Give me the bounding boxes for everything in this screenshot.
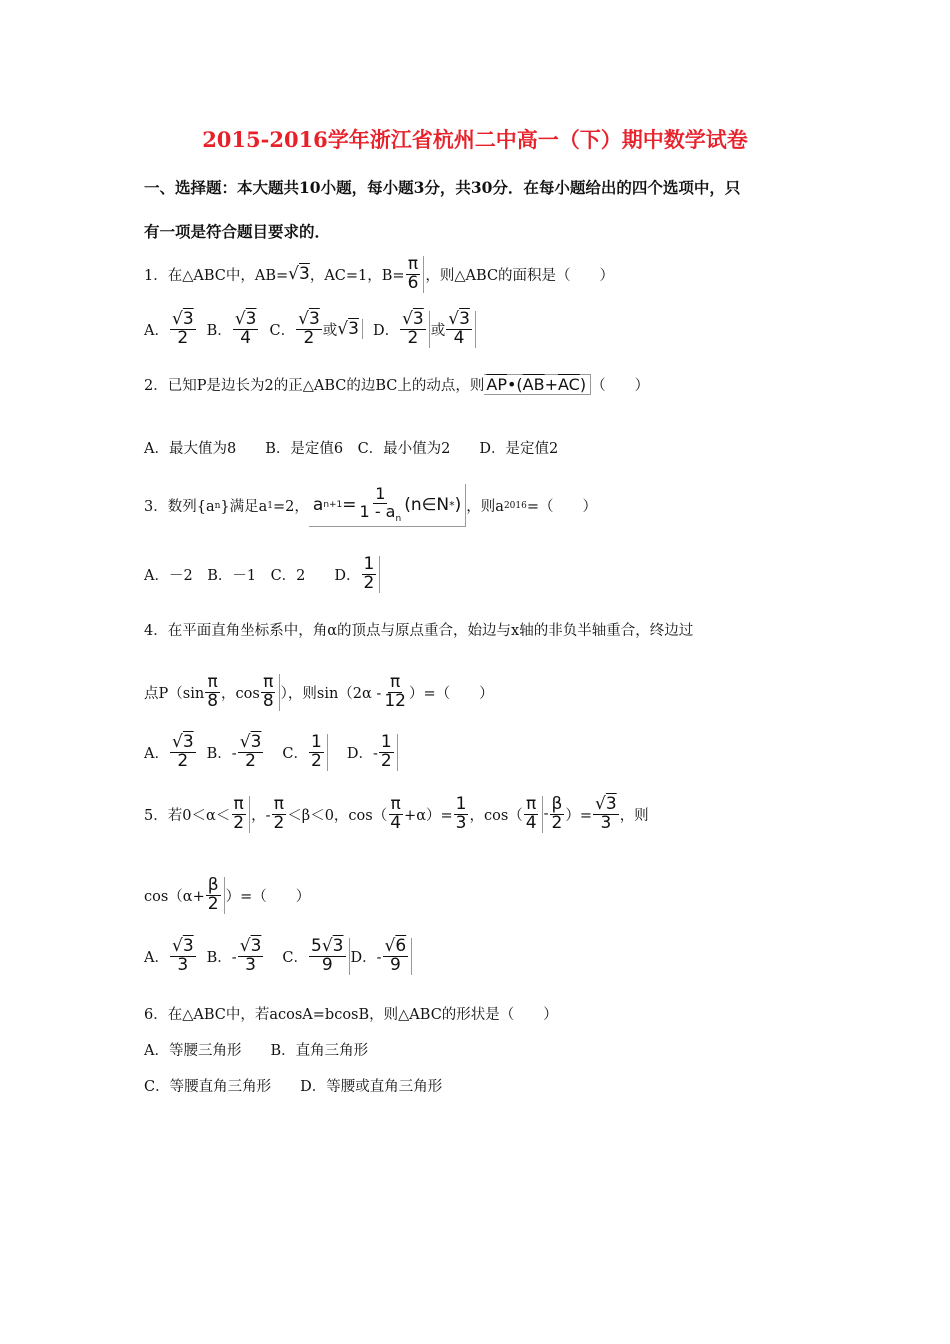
question-2-stem (144, 374, 649, 395)
or-word: 或 (430, 322, 446, 339)
q1-option-d-value-1: $\frac{√3}{2}$ (400, 311, 430, 348)
question-6-stem: 6．在△ABC中，若acosA=bcosB，则△ABC的形状是（ ） (144, 1007, 558, 1023)
q1-option-b-value: $\frac{√3}{4}$ (234, 309, 257, 348)
q2-text-a: 2．已知P是边长为2的正△ABC的边BC上的动点，则 (144, 378, 485, 394)
q3-recurrence-formula: a n+1 = $\frac{1}{1 - a_n}$ (n∈N * ) (309, 484, 466, 527)
question-1-options (144, 311, 477, 348)
q1-option-a-value: $\frac{√3}{2}$ (171, 309, 194, 348)
radical-sign: √ (288, 264, 299, 285)
q2-text-b: （ ） (591, 378, 650, 394)
question-5-options: A． $\frac{√3}{3}$ B．- $\frac{√3}{3}$ C． $\frac{5√3}{9}$ D．- $\frac{√6}{9}$ (144, 938, 413, 975)
q1-text-b: ，AC=1，B= (309, 267, 405, 284)
q1-option-d-value-2: $\frac{√3}{4}$ (446, 311, 476, 348)
question-5-line2: cos（α+ $\frac{\beta}{2}$ ）=（ ） (144, 875, 311, 914)
q1-sqrt3 (288, 264, 310, 284)
section-header-line1: 一、选择题：本大题共10小题，每小题3分，共30分．在每小题给出的四个选项中，只 (144, 178, 741, 197)
question-3-options: A．－2 B．－1 C．2 D． $\frac{1}{2}$ (144, 556, 381, 593)
question-6-options-1: A．等腰三角形 B．直角三角形 (144, 1043, 369, 1059)
q2-vector-expression: $\overline{AP}$ • ( $\overline{AB}$ + $\overline{AC}$ ) (484, 374, 591, 395)
q1-pi-over-6 (406, 256, 425, 293)
q1-text-a: 1．在△ABC中，AB= (144, 267, 289, 284)
option-a-label: A． (144, 322, 169, 339)
question-2-options: A．最大值为8 B．是定值6 C．最小值为2 D．是定值2 (144, 441, 559, 457)
question-4-options: A． $\frac{√3}{2}$ B．- $\frac{√3}{2}$ C． $\frac{1}{2}$ D．- $\frac{1}{2}$ (144, 734, 399, 771)
section-header-line2: 有一项是符合题目要求的． (144, 222, 331, 241)
option-c-label: C． (269, 322, 296, 339)
or-word: 或 (322, 322, 338, 339)
option-d-label: D． (372, 322, 400, 339)
q1-option-c-value: $\frac{√3}{2}$ (298, 309, 320, 348)
question-3-stem: 3．数列{a n }满足a 1 =2， a n+1 = $\frac{1}{1 - a_n}$ (n∈N * ) ，则a 2016 =（ ） (144, 484, 597, 527)
question-4-line1: 4．在平面直角坐标系中，角α的顶点与原点重合，始边与x轴的非负半轴重合，终边过 (144, 623, 694, 639)
question-5-line1: 5．若0＜α＜ $\frac{\pi}{2}$ ，- $\frac{\pi}{2}$ ＜β＜0，cos（ $\frac{\pi}{4}$ +α）= $\frac{1}{3}$ ，cos（ $\frac{\pi}{4}$ - $\frac{\beta}{2}$ ）= $\frac{√3}{3}$ ，则 (144, 794, 649, 833)
radicand: 3 (299, 264, 310, 285)
question-4-line2: 点P（sin $\frac{\pi}{8}$ ，cos $\frac{\pi}{8}$ ），则sin（2α - $\frac{\pi}{12}$ ）=（ ） (144, 672, 494, 711)
q3-option-d-value: $\frac{1}{2}$ (362, 556, 381, 593)
q1-option-c-sqrt3: √3 (337, 319, 363, 339)
numerator: π (407, 254, 419, 274)
denominator: 6 (407, 272, 419, 293)
exam-title: 2015-2016学年浙江省杭州二中高一（下）期中数学试卷 (202, 127, 748, 152)
option-b-label: B． (206, 322, 232, 339)
q1-text-c: ，则△ABC的面积是（ ） (425, 267, 615, 284)
question-6-options-2: C．等腰直角三角形 D．等腰或直角三角形 (144, 1079, 443, 1095)
question-1-stem (144, 256, 614, 293)
